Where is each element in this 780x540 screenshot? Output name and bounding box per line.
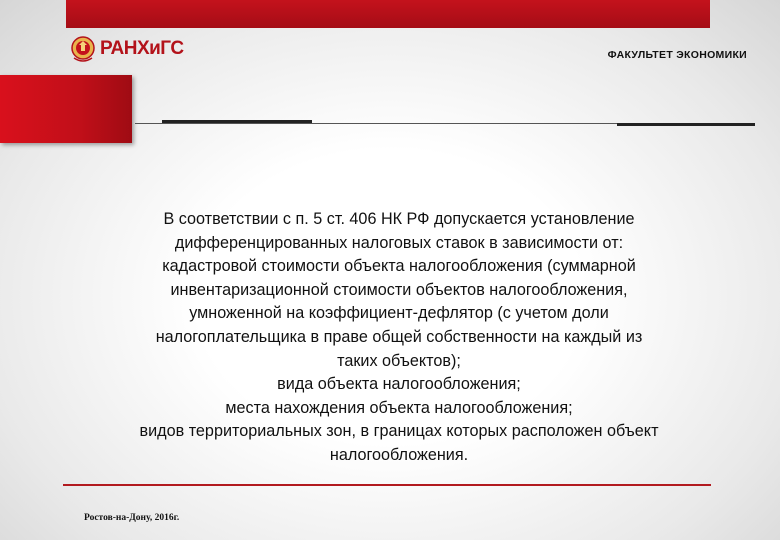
text-line: вида объекта налогообложения; xyxy=(277,375,521,394)
text-line: видов территориальных зон, в границах которых расположен объект xyxy=(139,422,659,441)
logo xyxy=(70,32,184,66)
ranepa-emblem-icon xyxy=(70,34,96,64)
text-line: инвентаризационной стоимости объектов налогообложения, xyxy=(170,280,628,299)
logo-text: РАНХиГС xyxy=(100,38,184,59)
text-line: налогообложения. xyxy=(329,445,469,464)
header-divider-accent-left xyxy=(162,120,312,123)
text-line: места нахождения объекта налогообложения; xyxy=(225,398,573,417)
text-line: налогоплательщика в праве общей собственности на каждый из xyxy=(155,327,643,346)
text-line: кадастровой стоимости объекта налогообложения (суммарной xyxy=(162,257,636,276)
faculty-title: ФАКУЛЬТЕТ ЭКОНОМИКИ xyxy=(607,49,747,61)
top-banner-bar xyxy=(66,0,710,28)
footer-location-date: Ростов-на-Дону, 2016г. xyxy=(84,513,180,523)
text-line: таких объектов); xyxy=(337,351,461,370)
text-line: умноженной на коэффициент-дефлятор (с учетом доли xyxy=(189,304,609,323)
text-line: дифференцированных налоговых ставок в зависимости от: xyxy=(174,233,624,252)
red-accent-block xyxy=(0,75,132,143)
footer-divider xyxy=(63,484,711,486)
text-line: В соответствии с п. 5 ст. 406 НК РФ допускается установление xyxy=(163,210,635,228)
main-text xyxy=(60,208,738,468)
header-divider-accent-right xyxy=(617,123,755,126)
